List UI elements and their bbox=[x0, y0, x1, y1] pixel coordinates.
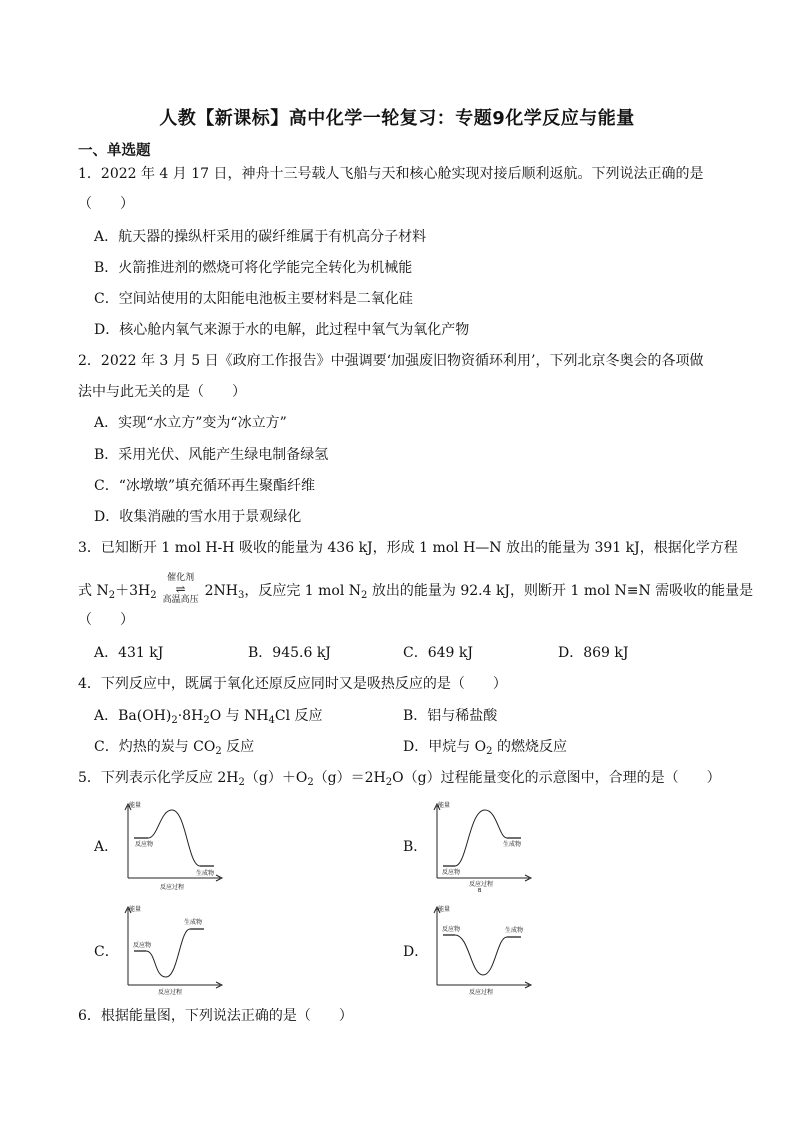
q1-stem: 1．2022 年 4 月 17 日，神舟十三号载人飞船与天和核心舱实现对接后顺利返航。下列说法正确的是 bbox=[78, 166, 704, 182]
q2-option-c: C．“冰墩墩”填充循环再生聚酯纤维 bbox=[94, 478, 316, 494]
section-heading: 一、单选题 bbox=[78, 143, 151, 159]
reactant-label: 反应物 bbox=[133, 942, 152, 949]
q2-stem-cont: 法中与此无关的是（ ） bbox=[78, 384, 246, 400]
q1-option-b: B．火箭推进剂的燃烧可将化学能完全转化为机械能 bbox=[94, 260, 413, 276]
energy-diagram-b bbox=[425, 800, 535, 892]
product-label: 生成物 bbox=[503, 841, 522, 848]
q3-equation-line: 式 $N_2+3H_2$ 催化剂 ⇌ 高温高压 $2NH_3$，反应完 1 mol $N_2$ 放出的能量为 92.4 kJ，则断开 1 mol N≡N 需吸收的能量是 bbox=[78, 573, 754, 605]
q5-option-d-label: D． bbox=[403, 944, 429, 960]
q6-stem: 6．根据能量图，下列说法正确的是（ ） bbox=[78, 1008, 353, 1024]
product-label: 生成物 bbox=[505, 927, 524, 934]
q2-option-b: B．采用光伏、风能产生绿电制备绿氢 bbox=[94, 447, 329, 463]
axis-x-label: 反应过程 bbox=[160, 884, 185, 891]
q3-option-c: C．649 kJ bbox=[403, 645, 473, 661]
q5-option-b-label: B． bbox=[403, 839, 428, 855]
q3-stem: 3．已知断开 1 mol H-H 吸收的能量为 436 kJ，形成 1 mol H—N 放出的能量为 391 kJ，根据化学方程 bbox=[78, 540, 738, 556]
q5-option-c-label: C． bbox=[94, 944, 119, 960]
q4-option-c: C．灼热的炭与 $CO_2$ 反应 bbox=[94, 739, 255, 757]
q1-option-d: D．核心舱内氧气来源于水的电解，此过程中氧气为氧化产物 bbox=[94, 322, 470, 338]
reactant-label: 反应物 bbox=[442, 926, 461, 933]
axis-y-label: 能量 bbox=[129, 802, 142, 809]
axis-y-label: 能量 bbox=[438, 906, 451, 913]
q3-option-d: D．869 kJ bbox=[558, 645, 629, 661]
reaction-conditions: 催化剂 ⇌ 高温高压 bbox=[162, 573, 199, 605]
q5-stem: 5．下列表示化学反应 $2H_2(g)+O_2(g)=2H_2O(g)$过程能量变化的示意图中，合理的是（ ） bbox=[78, 770, 721, 788]
q4-option-d: D．甲烷与 $O_2$ 的燃烧反应 bbox=[403, 739, 567, 757]
q5-option-a-label: A． bbox=[94, 839, 119, 855]
q1-blank: （ ） bbox=[78, 196, 134, 212]
reactant-label: 反应物 bbox=[135, 841, 154, 848]
reactant-label: 反应物 bbox=[442, 869, 461, 876]
energy-diagram-a bbox=[116, 800, 226, 892]
q2-option-d: D．收集消融的雪水用于景观绿化 bbox=[94, 509, 302, 525]
q3-option-b: B．945.6 kJ bbox=[248, 645, 331, 661]
axis-y-label: 能量 bbox=[438, 802, 451, 809]
product-label: 生成物 bbox=[184, 919, 203, 926]
q4-option-a: A．$Ba(OH)_2\cdot 8H_2O$ 与 $NH_4Cl$ 反应 bbox=[94, 708, 323, 726]
axis-y-label: 能量 bbox=[129, 906, 142, 913]
product-label: 生成物 bbox=[196, 870, 215, 877]
q2-stem: 2．2022 年 3 月 5 日《政府工作报告》中强调要‘加强废旧物资循环利用’，下列北京冬奥会的各项做 bbox=[78, 353, 704, 369]
diagram-caption: B bbox=[478, 888, 482, 892]
q3-blank: （ ） bbox=[78, 612, 134, 628]
q2-option-a: A．实现“水立方”变为“冰立方” bbox=[94, 415, 287, 431]
energy-diagram-c bbox=[116, 903, 226, 995]
page-title: 人教【新课标】高中化学一轮复习：专题9化学反应与能量 bbox=[159, 108, 635, 129]
axis-x-label: 反应过程 bbox=[158, 989, 183, 995]
energy-diagram-d bbox=[425, 903, 535, 995]
q4-stem: 4．下列反应中，既属于氧化还原反应同时又是吸热反应的是（ ） bbox=[78, 676, 507, 692]
axis-x-label: 反应过程 bbox=[469, 881, 494, 888]
q3-option-a: A．431 kJ bbox=[94, 645, 164, 661]
q4-option-b: B．铝与稀盐酸 bbox=[403, 708, 498, 724]
q1-option-c: C．空间站使用的太阳能电池板主要材料是二氧化硅 bbox=[94, 291, 413, 307]
q1-option-a: A．航天器的操纵杆采用的碳纤维属于有机高分子材料 bbox=[94, 229, 427, 245]
axis-x-label: 反应过程 bbox=[469, 989, 494, 995]
